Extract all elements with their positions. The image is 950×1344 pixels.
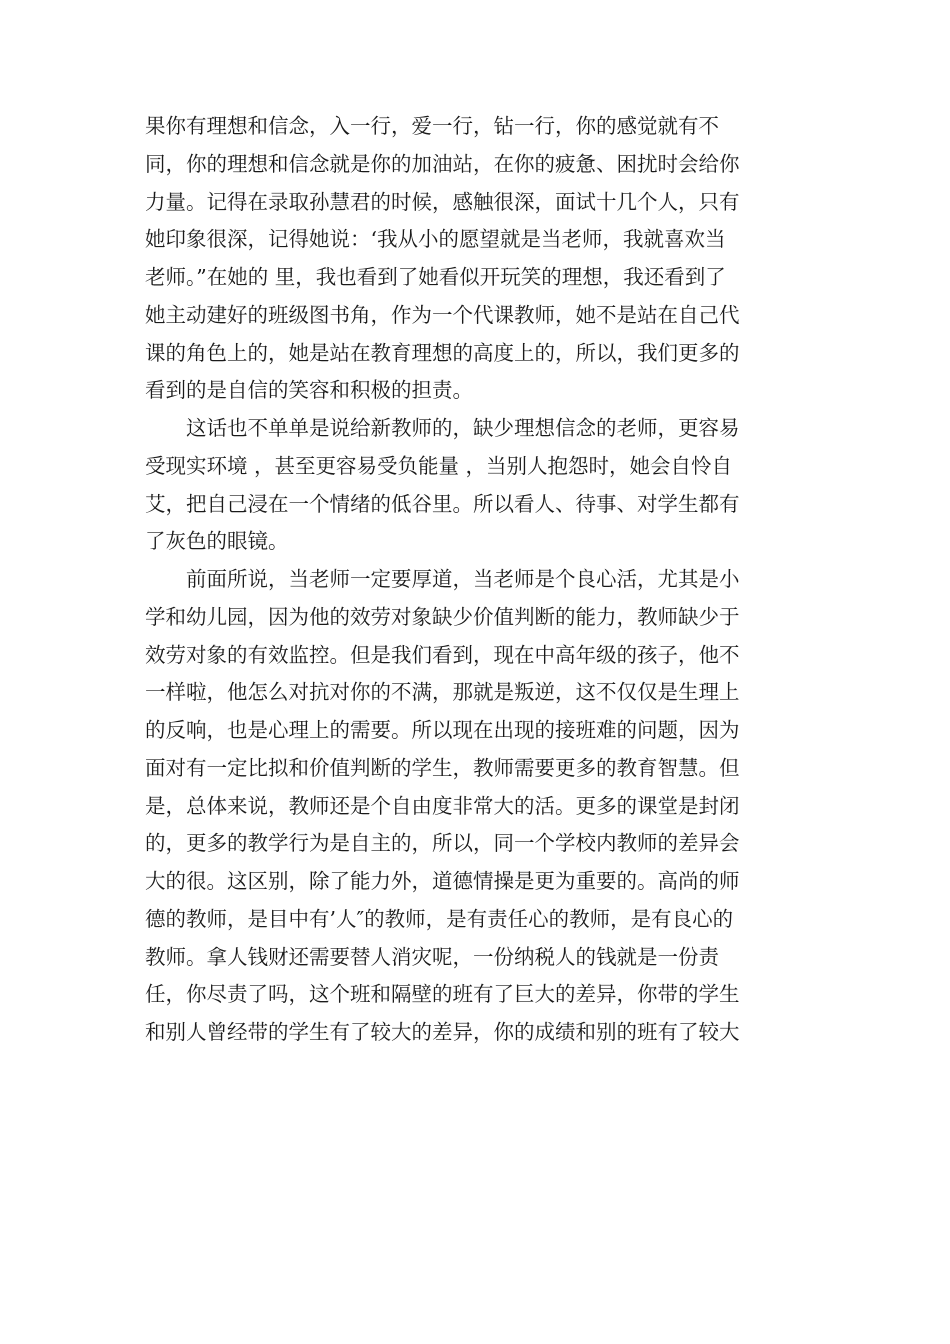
text-line: 同，你的理想和信念就是你的加油站，在你的疲惫、困扰时会给你 [145,151,740,176]
text-line: 是，总体来说，教师还是个自由度非常大的活。更多的课堂是封闭 [145,793,740,818]
text-line: 任，你尽责了吗，这个班和隔壁的班有了巨大的差异，你带的学生 [145,982,740,1007]
text-line: 一样啦，他怎么对抗对你的不满，那就是叛逆，这不仅仅是生理上 [145,680,740,705]
text-line: 了灰色的眼镜。 [145,529,289,554]
text-line: 课的角色上的，她是站在教育理想的高度上的，所以，我们更多的 [145,340,740,365]
text-line: 艾，把自己浸在一个情绪的低谷里。所以看人、待事、对学生都有 [145,491,740,516]
body-text [145,108,805,1052]
text-line: 大的很。这区别，除了能力外，道德情操是更为重要的。高尚的师 [145,869,740,893]
text-line: 力量。记得在录取孙慧君的时候，感触很深，面试十几个人，只有 [145,189,740,214]
text-line: 的反响，也是心理上的需要。所以现在出现的接班难的问题，因为 [145,718,740,742]
text-line: 她主动建好的班级图书角，作为一个代课教师，她不是站在自己代 [145,302,740,327]
text-line: 的，更多的教学行为是自主的，所以，同一个学校内教师的差异会 [145,831,740,856]
text-line: 德的教师，是目中有’人″的教师，是有责任心的教师，是有良心的 [145,906,734,931]
text-line: 面对有一定比拟和价值判断的学生，教师需要更多的教育智慧。但 [145,755,740,780]
text-line: 果你有理想和信念，入一行，爱一行，钻一行，你的感觉就有不 [145,114,719,138]
text-line: 效劳对象的有效监控。但是我们看到，现在中高年级的孩子，他不 [145,642,740,667]
text-line: 教师。拿人钱财还需要替人消灾呢，一份纳税人的钱就是一份责 [145,944,719,969]
text-line: 前面所说，当老师一定要厚道，当老师是个良心活，尤其是小 [145,567,740,591]
text-line: 看到的是自信的笑容和积极的担责。 [145,378,473,403]
text-line: 和别人曾经带的学生有了较大的差异，你的成绩和别的班有了较大 [145,1020,740,1044]
text-line: 这话也不单单是说给新教师的，缺少理想信念的老师，更容易 [145,416,740,440]
text-line: 她印象很深，记得她说：‘我从小的愿望就是当老师，我就喜欢当 [145,227,726,252]
text-line: 学和幼儿园，因为他的效劳对象缺少价值判断的能力，教师缺少于 [145,604,740,629]
text-line: 老师。”在她的 里，我也看到了她看似开玩笑的理想，我还看到了 [145,265,726,289]
text-line: 受现实环境 ，甚至更容易受负能量 ，当别人抱怨时，她会自怜自 [145,453,733,478]
